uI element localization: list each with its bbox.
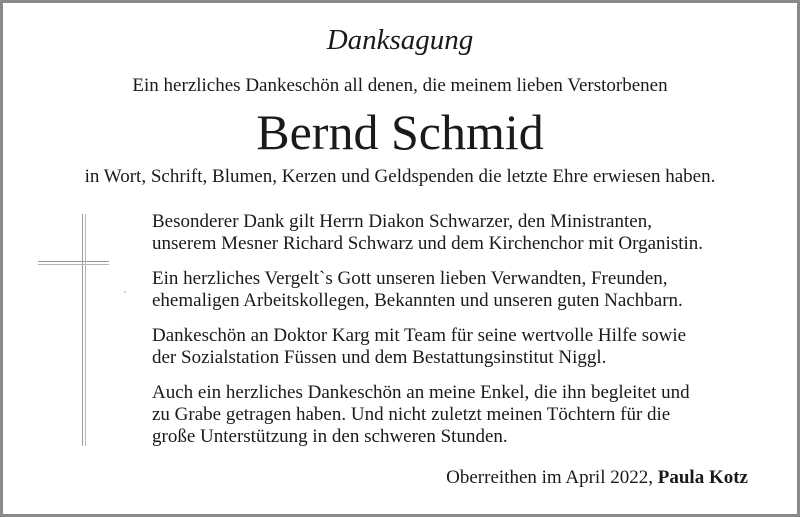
- paragraph-line: unserem Mesner Richard Schwarz und dem Kirchenchor mit Organistin.: [152, 233, 704, 254]
- paragraph-line: Ein herzliches Vergelt`s Gott unseren lieben Verwandten, Freunden,: [152, 268, 668, 289]
- deceased-name: Bernd Schmid: [256, 104, 544, 160]
- signature-place-date: Oberreithen im April 2022,: [446, 467, 658, 488]
- thanks-paragraph-clergy: [152, 211, 762, 255]
- paragraph-line: Besonderer Dank gilt Herrn Diakon Schwarzer, den Ministranten,: [152, 211, 652, 232]
- intro-text: Ein herzliches Dankeschön all denen, die meinem lieben Verstorbenen: [132, 75, 668, 96]
- signature-signer: Paula Kotz: [657, 467, 748, 488]
- cross-vertical-beam-shadow: [85, 214, 86, 446]
- paragraph-line: große Unterstützung in den schweren Stunden.: [152, 426, 508, 447]
- paragraph-line: zu Grabe getragen haben. Und nicht zuletzt meinen Töchtern für die: [152, 404, 671, 425]
- thanks-text: in Wort, Schrift, Blumen, Kerzen und Geldspenden die letzte Ehre erwiesen haben.: [84, 166, 716, 187]
- paragraph-line: ehemaligen Arbeitskollegen, Bekannten und unseren guten Nachbarn.: [152, 290, 683, 311]
- notice-heading: Danksagung: [326, 24, 474, 56]
- cross-speck: [124, 291, 126, 293]
- thanks-paragraph-family: [152, 382, 762, 448]
- thanks-paragraph-doctor: [152, 325, 762, 369]
- paragraph-line: der Sozialstation Füssen und dem Bestattungsinstitut Niggl.: [152, 347, 607, 368]
- paragraph-line: Auch ein herzliches Dankeschön an meine Enkel, die ihn begleitet und: [152, 382, 690, 403]
- thanks-paragraphs: [152, 211, 762, 461]
- cross-icon: [38, 214, 128, 446]
- paragraph-line: Dankeschön an Doktor Karg mit Team für seine wertvolle Hilfe sowie: [152, 325, 687, 346]
- cross-horizontal-beam-shadow: [38, 264, 109, 265]
- signature-line: [446, 466, 748, 490]
- cross-vertical-beam: [82, 214, 83, 446]
- cross-horizontal-beam: [38, 261, 109, 262]
- thanks-paragraph-relatives: [152, 268, 762, 312]
